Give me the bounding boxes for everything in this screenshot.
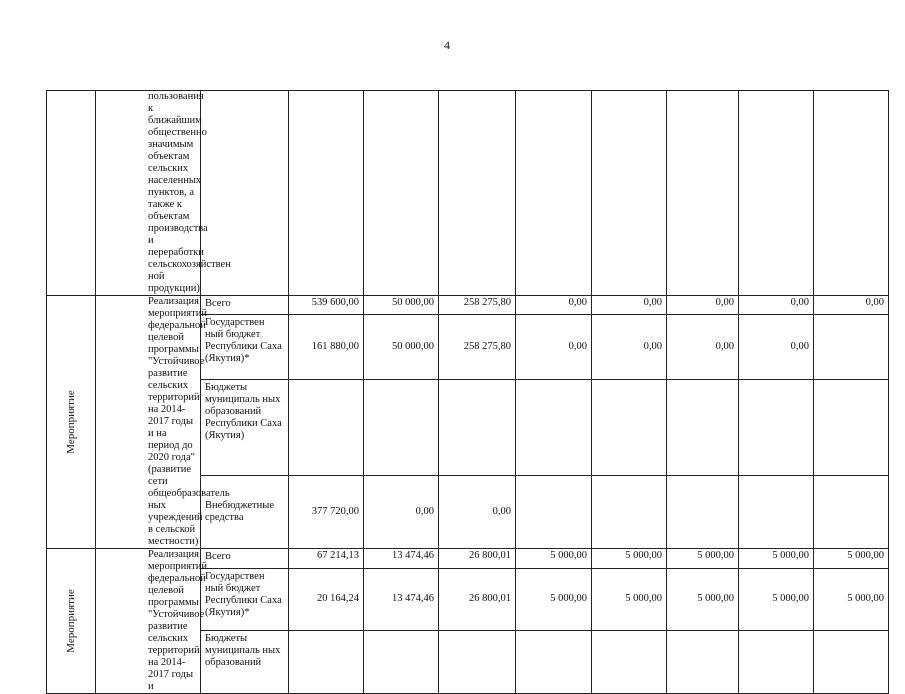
value-cell bbox=[364, 630, 439, 693]
row-type-label: Мероприятие bbox=[47, 549, 96, 694]
value-cell: 5 000,00 bbox=[814, 549, 889, 569]
value-cell: 5 000,00 bbox=[739, 568, 814, 630]
value-cell bbox=[814, 475, 889, 548]
page-number: 4 bbox=[444, 38, 450, 52]
value-cell bbox=[592, 379, 667, 475]
value-cell bbox=[516, 475, 592, 548]
value-cell bbox=[289, 379, 364, 475]
value-cell: 0,00 bbox=[516, 315, 592, 379]
value-cell: 0,00 bbox=[739, 315, 814, 379]
row-type-label: Мероприятие bbox=[47, 296, 96, 549]
value-cell bbox=[364, 379, 439, 475]
value-cell bbox=[667, 475, 739, 548]
value-cell: 5 000,00 bbox=[592, 549, 667, 569]
value-cell: 5 000,00 bbox=[592, 568, 667, 630]
value-cell: 0,00 bbox=[516, 296, 592, 315]
funding-source: Государствен ный бюджет Республики Саха (Якутия)* bbox=[201, 568, 289, 630]
value-cell bbox=[516, 630, 592, 693]
value-cell: 258 275,80 bbox=[439, 296, 516, 315]
value-cell: 13 474,46 bbox=[364, 549, 439, 569]
value-cell: 5 000,00 bbox=[667, 549, 739, 569]
continuation-description: пользования к ближайшим общественно значимым объектам сельских населенных пунктов, а также к объектам производства и переработки сельскохозяйствен ной продукции) bbox=[96, 91, 201, 296]
value-cell bbox=[739, 379, 814, 475]
value-cell bbox=[739, 475, 814, 548]
funding-source: Бюджеты муниципаль ных образований bbox=[201, 630, 289, 693]
value-cell: 0,00 bbox=[439, 475, 516, 548]
value-cell bbox=[814, 630, 889, 693]
value-cell: 50 000,00 bbox=[364, 315, 439, 379]
funding-source: Всего bbox=[201, 549, 289, 569]
value-cell: 161 880,00 bbox=[289, 315, 364, 379]
value-cell: 0,00 bbox=[814, 296, 889, 315]
type-cell-empty bbox=[47, 91, 96, 296]
value-cell bbox=[814, 379, 889, 475]
value-cell: 13 474,46 bbox=[364, 568, 439, 630]
funding-source: Бюджеты муниципаль ных образований Республики Саха (Якутия) bbox=[201, 379, 289, 475]
table-row bbox=[47, 549, 889, 569]
value-cell bbox=[289, 630, 364, 693]
value-cell: 26 800,01 bbox=[439, 568, 516, 630]
value-cell bbox=[516, 379, 592, 475]
value-cell: 20 164,24 bbox=[289, 568, 364, 630]
value-cell: 26 800,01 bbox=[439, 549, 516, 569]
value-cell bbox=[667, 379, 739, 475]
value-cell: 0,00 bbox=[739, 296, 814, 315]
value-cell bbox=[739, 630, 814, 693]
value-cell: 0,00 bbox=[592, 296, 667, 315]
value-cell: 67 214,13 bbox=[289, 549, 364, 569]
value-cell: 5 000,00 bbox=[814, 568, 889, 630]
value-cell bbox=[667, 630, 739, 693]
value-cell: 539 600,00 bbox=[289, 296, 364, 315]
value-cell: 50 000,00 bbox=[364, 296, 439, 315]
budget-table bbox=[46, 90, 889, 694]
funding-source: Внебюджетные средства bbox=[201, 475, 289, 548]
continuation-row bbox=[47, 91, 889, 296]
measure-description: Реализация мероприятий федеральной целевой программы "Устойчивое развитие сельских территорий на 2014-2017 годы и bbox=[96, 549, 201, 694]
funding-source: Всего bbox=[201, 296, 289, 315]
value-cell: 0,00 bbox=[364, 475, 439, 548]
value-cell: 5 000,00 bbox=[516, 549, 592, 569]
value-cell: 5 000,00 bbox=[667, 568, 739, 630]
value-cell: 5 000,00 bbox=[516, 568, 592, 630]
value-cell: 258 275,80 bbox=[439, 315, 516, 379]
value-cell bbox=[592, 475, 667, 548]
value-cell bbox=[439, 630, 516, 693]
value-cell: 0,00 bbox=[667, 315, 739, 379]
value-cell bbox=[814, 315, 889, 379]
value-cell: 0,00 bbox=[592, 315, 667, 379]
value-cell: 377 720,00 bbox=[289, 475, 364, 548]
value-cell bbox=[592, 630, 667, 693]
funding-source: Государствен ный бюджет Республики Саха (Якутия)* bbox=[201, 315, 289, 379]
value-cell bbox=[439, 379, 516, 475]
value-cell: 5 000,00 bbox=[739, 549, 814, 569]
measure-description: Реализация мероприятий федеральной целевой программы "Устойчивое развитие сельских территорий на 2014-2017 годы и на период до 2020 года" (развитие сети общеобразователь ных учреждений в сельской местности) bbox=[96, 296, 201, 549]
value-cell: 0,00 bbox=[667, 296, 739, 315]
table-row bbox=[47, 296, 889, 315]
